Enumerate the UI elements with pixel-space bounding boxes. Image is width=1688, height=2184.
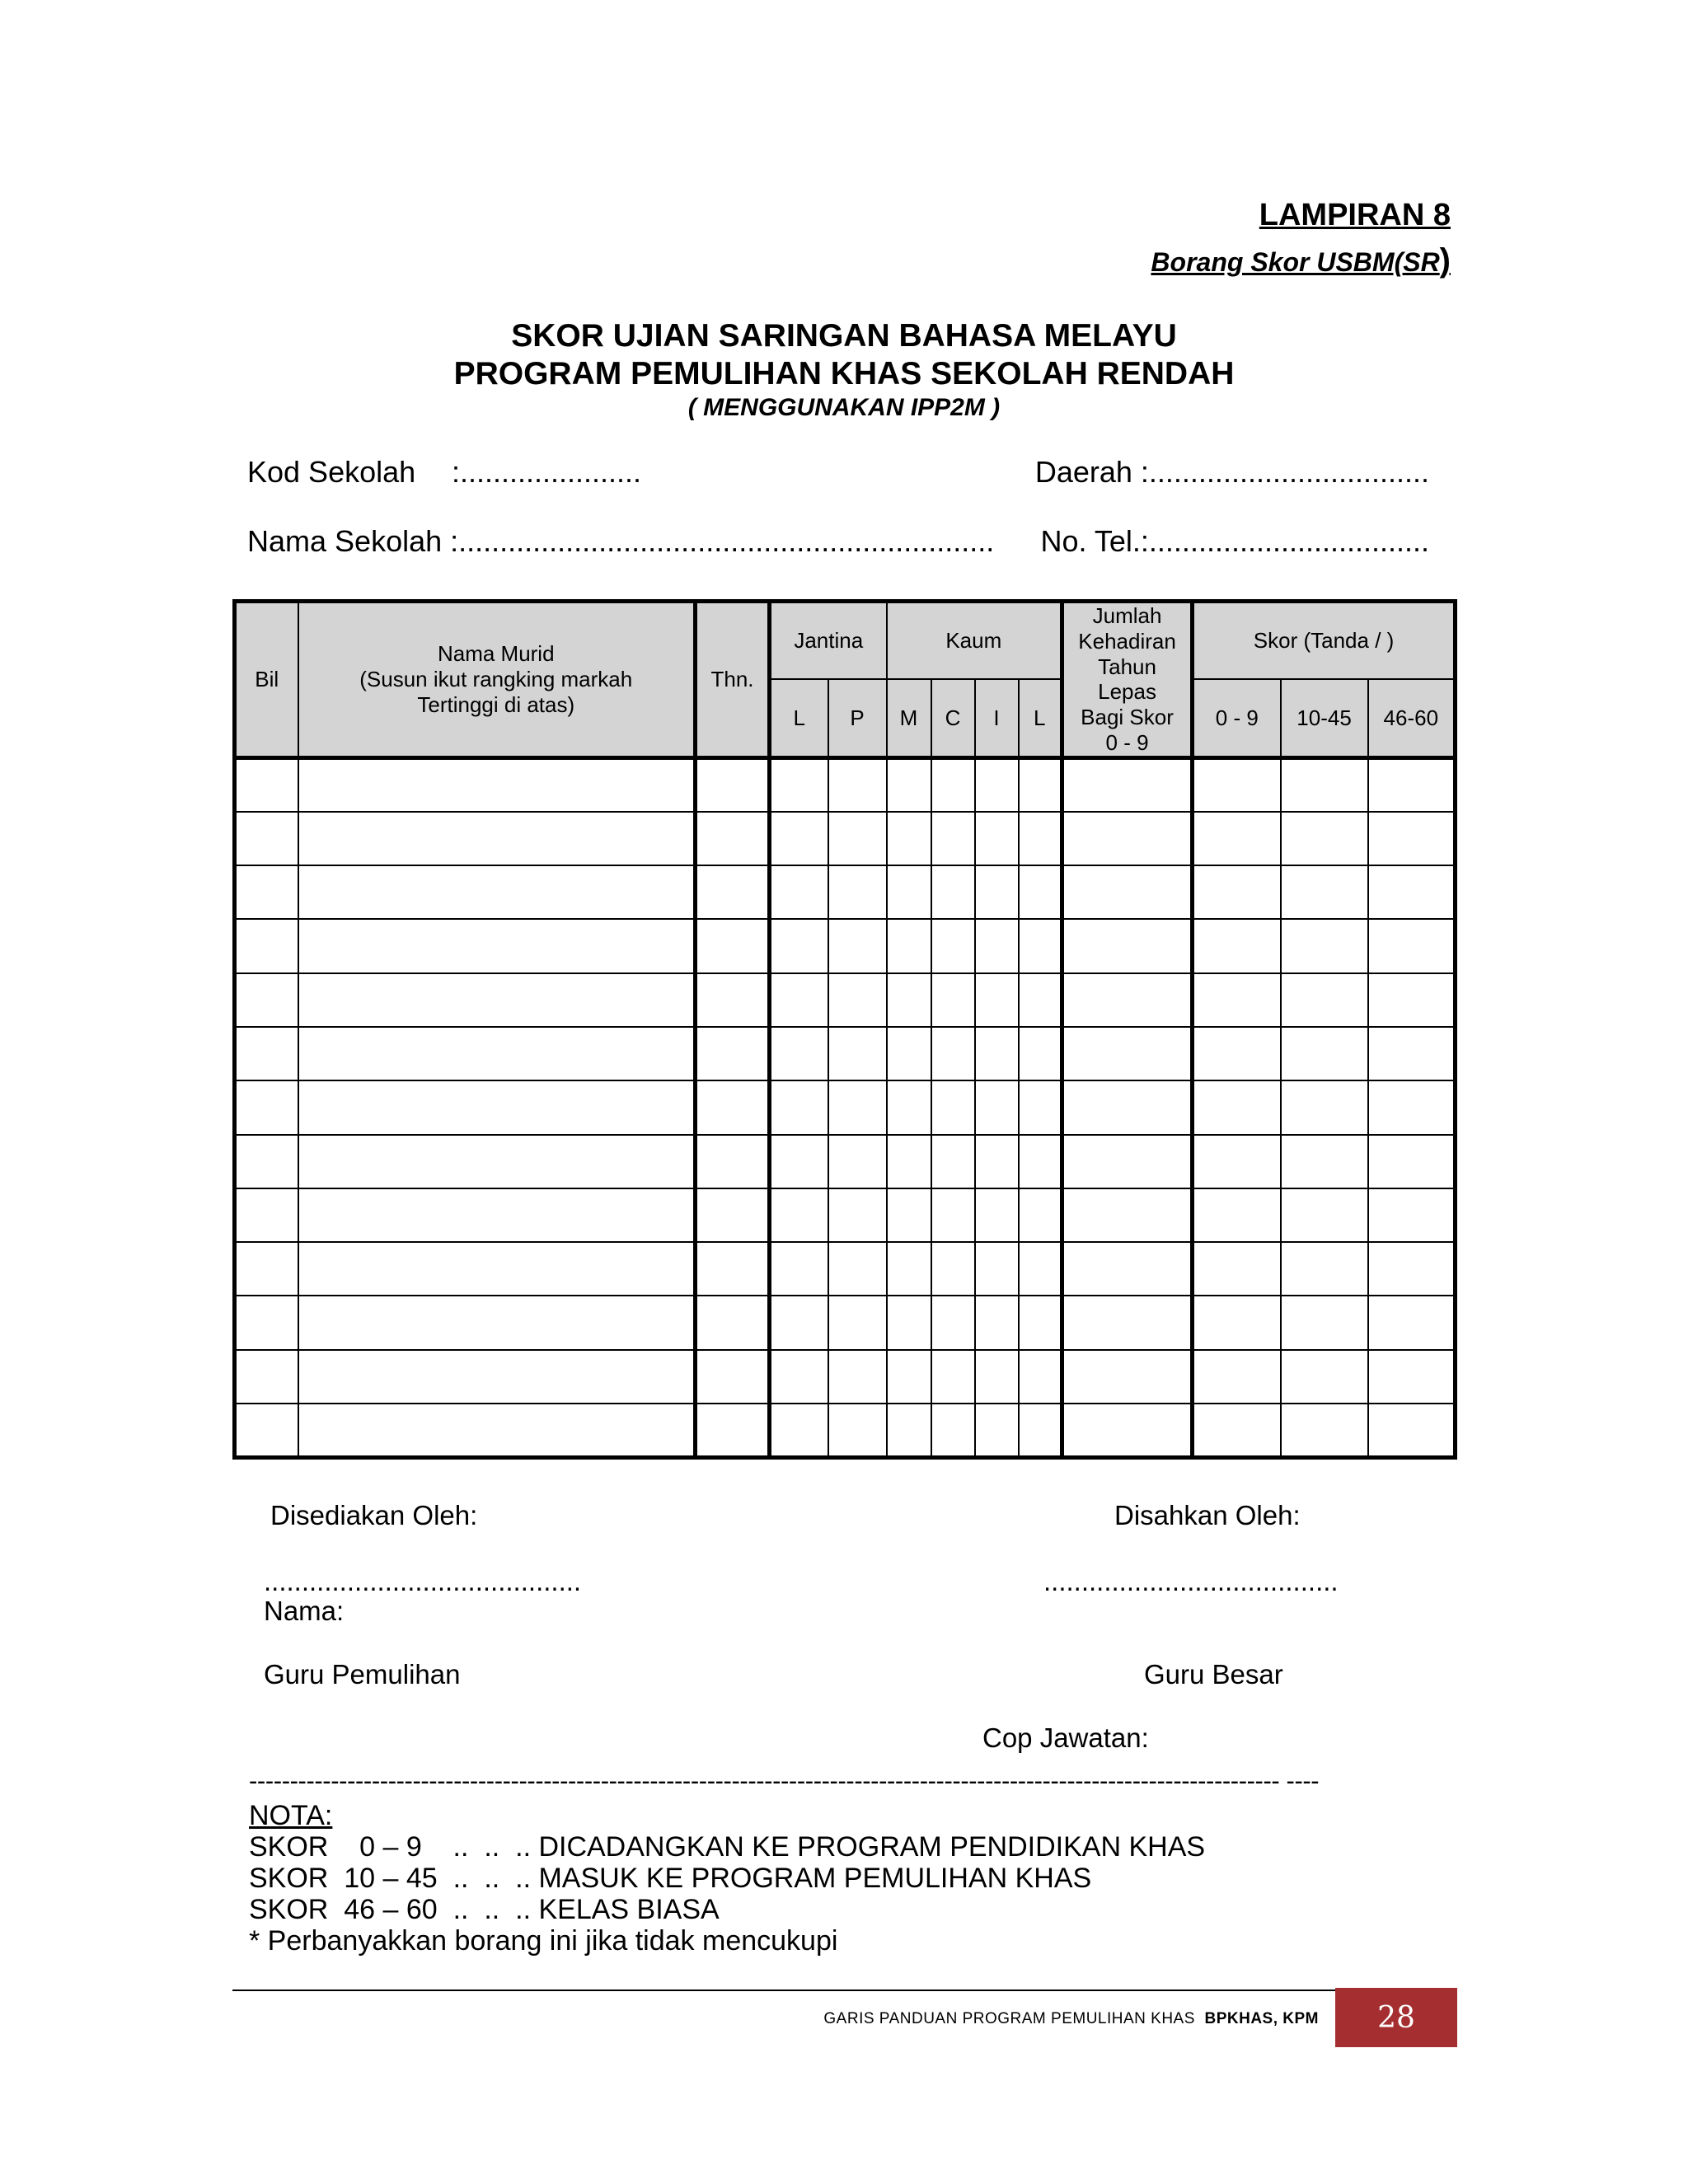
table-cell[interactable]: [1281, 757, 1368, 811]
table-row: [235, 865, 1456, 919]
title-line-2: PROGRAM PEMULIHAN KHAS SEKOLAH RENDAH: [453, 356, 1235, 391]
table-cell[interactable]: [931, 1080, 975, 1134]
form-name-paren: ): [1439, 242, 1451, 279]
table-cell[interactable]: [931, 757, 975, 811]
table-cell[interactable]: [1019, 1135, 1062, 1188]
table-cell[interactable]: [1193, 973, 1281, 1027]
col-bil: Bil: [235, 602, 298, 758]
table-cell[interactable]: [235, 1135, 298, 1188]
disahkan-label: Disahkan Oleh:: [1114, 1500, 1301, 1530]
table-row: [235, 1404, 1456, 1458]
table-cell[interactable]: [887, 1404, 931, 1458]
table-cell[interactable]: [770, 1080, 828, 1134]
table-cell[interactable]: [235, 1080, 298, 1134]
table-cell[interactable]: [828, 865, 887, 919]
table-cell[interactable]: [696, 1188, 770, 1242]
table-row: [235, 1296, 1456, 1349]
table-cell[interactable]: [1281, 1296, 1368, 1349]
table-cell[interactable]: [1193, 1296, 1281, 1349]
table-cell[interactable]: [235, 1404, 298, 1458]
table-cell[interactable]: [1193, 1404, 1281, 1458]
table-cell[interactable]: [931, 1404, 975, 1458]
table-cell[interactable]: [931, 1350, 975, 1404]
guru-besar-label: Guru Besar: [1144, 1659, 1283, 1690]
table-cell[interactable]: [887, 919, 931, 972]
table-cell[interactable]: [828, 919, 887, 972]
table-cell[interactable]: [1062, 757, 1193, 811]
table-row: [235, 919, 1456, 972]
table-cell[interactable]: [235, 757, 298, 811]
table-cell[interactable]: [887, 1242, 931, 1296]
table-cell[interactable]: [975, 1296, 1019, 1349]
table-cell[interactable]: [696, 919, 770, 972]
table-cell[interactable]: [1368, 1242, 1456, 1296]
table-cell[interactable]: [1019, 1188, 1062, 1242]
title-subtitle: ( MENGGUNAKAN IPP2M ): [687, 394, 1001, 421]
table-cell[interactable]: [235, 865, 298, 919]
table-cell[interactable]: [828, 1135, 887, 1188]
table-cell[interactable]: [696, 812, 770, 865]
table-cell[interactable]: [931, 865, 975, 919]
col-kaum: Kaum: [887, 602, 1062, 680]
table-cell[interactable]: [770, 1296, 828, 1349]
table-cell[interactable]: [1019, 1296, 1062, 1349]
score-table: [232, 599, 1457, 1460]
table-cell[interactable]: [1368, 865, 1456, 919]
col-jantina-p: P: [828, 679, 887, 757]
table-cell[interactable]: [975, 1188, 1019, 1242]
table-cell[interactable]: [298, 757, 696, 811]
col-nama-murid: [298, 602, 696, 758]
table-cell[interactable]: [828, 1188, 887, 1242]
table-cell[interactable]: [235, 1350, 298, 1404]
table-cell[interactable]: [1062, 1027, 1193, 1080]
table-cell[interactable]: [931, 812, 975, 865]
table-row: [235, 812, 1456, 865]
table-cell[interactable]: [1368, 973, 1456, 1027]
table-cell[interactable]: [931, 1188, 975, 1242]
table-cell[interactable]: [696, 1027, 770, 1080]
table-cell[interactable]: [1368, 812, 1456, 865]
table-cell[interactable]: [298, 1242, 696, 1296]
table-cell[interactable]: [1368, 919, 1456, 972]
table-cell[interactable]: [298, 1188, 696, 1242]
table-cell[interactable]: [1062, 1350, 1193, 1404]
table-cell[interactable]: [298, 1080, 696, 1134]
table-cell[interactable]: [696, 1404, 770, 1458]
col-skor-0-9: 0 - 9: [1193, 679, 1281, 757]
table-cell[interactable]: [1368, 1080, 1456, 1134]
table-cell[interactable]: [1019, 973, 1062, 1027]
table-cell[interactable]: [770, 919, 828, 972]
col-kaum-l: L: [1019, 679, 1062, 757]
table-cell[interactable]: [298, 973, 696, 1027]
footer-org: BPKHAS, KPM: [1204, 2010, 1319, 2027]
table-cell[interactable]: [975, 1135, 1019, 1188]
table-cell[interactable]: [1193, 757, 1281, 811]
table-cell[interactable]: [887, 1296, 931, 1349]
table-cell[interactable]: [1062, 865, 1193, 919]
table-cell[interactable]: [931, 1296, 975, 1349]
signature-line-right[interactable]: .......................................: [1043, 1566, 1339, 1596]
col-kaum-i: I: [975, 679, 1019, 757]
table-cell[interactable]: [828, 1350, 887, 1404]
table-cell[interactable]: [235, 1027, 298, 1080]
table-cell[interactable]: [931, 973, 975, 1027]
appendix-label: LAMPIRAN 8: [1259, 198, 1451, 232]
table-cell[interactable]: [828, 1080, 887, 1134]
form-name: [1151, 242, 1451, 279]
table-cell[interactable]: [1368, 1350, 1456, 1404]
table-cell[interactable]: [975, 919, 1019, 972]
table-cell[interactable]: [887, 1027, 931, 1080]
table-cell[interactable]: [770, 812, 828, 865]
table-cell[interactable]: [1062, 812, 1193, 865]
table-cell[interactable]: [1368, 1404, 1456, 1458]
table-row: [235, 1188, 1456, 1242]
table-cell[interactable]: [1281, 1080, 1368, 1134]
table-cell[interactable]: [770, 1188, 828, 1242]
table-cell[interactable]: [975, 812, 1019, 865]
guru-pemulihan-label: Guru Pemulihan: [264, 1659, 461, 1690]
table-cell[interactable]: [1368, 1296, 1456, 1349]
table-cell[interactable]: [770, 1404, 828, 1458]
no-tel-field[interactable]: No. Tel.:..................................: [1040, 524, 1429, 558]
table-cell[interactable]: [828, 1027, 887, 1080]
table-cell[interactable]: [696, 973, 770, 1027]
table-cell[interactable]: [828, 757, 887, 811]
col-kaum-c: C: [931, 679, 975, 757]
table-row: [235, 1027, 1456, 1080]
table-cell[interactable]: [931, 1135, 975, 1188]
table-cell[interactable]: [1281, 865, 1368, 919]
table-cell[interactable]: [298, 919, 696, 972]
table-cell[interactable]: [1019, 919, 1062, 972]
table-cell[interactable]: [696, 1242, 770, 1296]
table-cell[interactable]: [1193, 1242, 1281, 1296]
table-cell[interactable]: [1281, 1404, 1368, 1458]
table-cell[interactable]: [828, 1404, 887, 1458]
table-cell[interactable]: [1281, 919, 1368, 972]
dashed-divider: ------------------------------------------------------------------------------------------------------------------------------ ----: [249, 1766, 1320, 1795]
table-cell[interactable]: [828, 812, 887, 865]
table-row: [235, 973, 1456, 1027]
table-cell[interactable]: [1062, 1296, 1193, 1349]
cop-jawatan-label: Cop Jawatan:: [982, 1722, 1149, 1753]
table-cell[interactable]: [1019, 1027, 1062, 1080]
table-cell[interactable]: [1193, 812, 1281, 865]
table-cell[interactable]: [1193, 1188, 1281, 1242]
table-cell[interactable]: [1062, 1080, 1193, 1134]
table-cell[interactable]: [1062, 1404, 1193, 1458]
table-row: [235, 1080, 1456, 1134]
table-cell[interactable]: [235, 1188, 298, 1242]
table-cell[interactable]: [235, 812, 298, 865]
table-cell[interactable]: [1019, 865, 1062, 919]
table-cell[interactable]: [931, 1027, 975, 1080]
form-name-text: Borang Skor USBM(SR: [1151, 247, 1440, 277]
table-cell[interactable]: [298, 1135, 696, 1188]
table-cell[interactable]: [1062, 973, 1193, 1027]
table-cell[interactable]: [1019, 1350, 1062, 1404]
table-cell[interactable]: [1368, 1188, 1456, 1242]
table-cell[interactable]: [975, 1404, 1019, 1458]
table-cell[interactable]: [1368, 757, 1456, 811]
table-cell[interactable]: [1193, 1135, 1281, 1188]
col-skor-46-60: 46-60: [1368, 679, 1456, 757]
table-cell[interactable]: [696, 1296, 770, 1349]
table-cell[interactable]: [1019, 1080, 1062, 1134]
table-cell[interactable]: [828, 1296, 887, 1349]
col-nama-murid-note-1: (Susun ikut rangking markah: [359, 667, 633, 692]
footer-doc-title: GARIS PANDUAN PROGRAM PEMULIHAN KHAS: [823, 2010, 1195, 2027]
table-cell[interactable]: [298, 865, 696, 919]
table-row: [235, 1135, 1456, 1188]
table-cell[interactable]: [975, 757, 1019, 811]
kehadiran-line: Tahun: [1098, 654, 1156, 679]
kehadiran-line: Jumlah: [1092, 603, 1162, 629]
table-cell[interactable]: [696, 757, 770, 811]
nota-line-4: * Perbanyakkan borang ini jika tidak mencukupi: [249, 1925, 838, 1957]
table-cell[interactable]: [1281, 1242, 1368, 1296]
table-cell[interactable]: [770, 1242, 828, 1296]
nota-line-2: SKOR 10 – 45 .. .. .. MASUK KE PROGRAM PEMULIHAN KHAS: [249, 1863, 1092, 1894]
table-cell[interactable]: [1019, 1242, 1062, 1296]
table-cell[interactable]: [975, 865, 1019, 919]
daerah-field[interactable]: Daerah :..................................: [1034, 455, 1429, 489]
table-cell[interactable]: [887, 973, 931, 1027]
table-cell[interactable]: [1062, 919, 1193, 972]
table-cell[interactable]: [1281, 1350, 1368, 1404]
table-cell[interactable]: [931, 1242, 975, 1296]
table-row: [235, 757, 1456, 811]
table-cell[interactable]: [887, 1080, 931, 1134]
table-cell[interactable]: [1281, 973, 1368, 1027]
table-cell[interactable]: [770, 1027, 828, 1080]
title-line-1: SKOR UJIAN SARINGAN BAHASA MELAYU: [511, 318, 1177, 354]
kod-sekolah-field[interactable]: :......................: [452, 455, 642, 489]
table-row: [235, 1242, 1456, 1296]
kehadiran-line: 0 - 9: [1105, 729, 1149, 755]
table-cell[interactable]: [1019, 812, 1062, 865]
table-cell[interactable]: [887, 757, 931, 811]
table-cell[interactable]: [887, 1188, 931, 1242]
table-cell[interactable]: [1193, 1080, 1281, 1134]
table-cell[interactable]: [1062, 1188, 1193, 1242]
table-cell[interactable]: [1281, 1135, 1368, 1188]
table-cell[interactable]: [1193, 1027, 1281, 1080]
table-cell[interactable]: [828, 973, 887, 1027]
table-cell[interactable]: [1193, 919, 1281, 972]
table-cell[interactable]: [975, 1080, 1019, 1134]
col-nama-murid-label: Nama Murid: [437, 641, 555, 667]
table-cell[interactable]: [770, 865, 828, 919]
table-cell[interactable]: [887, 865, 931, 919]
kehadiran-line: Kehadiran: [1078, 629, 1176, 654]
nama-label: Nama:: [264, 1596, 345, 1626]
col-skor: Skor (Tanda / ): [1193, 602, 1456, 680]
table-cell[interactable]: [696, 1350, 770, 1404]
footer-rule: [232, 1990, 1335, 1991]
table-cell[interactable]: [1193, 1350, 1281, 1404]
col-jantina-l: L: [770, 679, 828, 757]
table-cell[interactable]: [1062, 1135, 1193, 1188]
table-cell[interactable]: [696, 1135, 770, 1188]
table-cell[interactable]: [975, 1242, 1019, 1296]
nama-sekolah-field[interactable]: Nama Sekolah :.................................................................: [247, 524, 995, 558]
table-cell[interactable]: [770, 973, 828, 1027]
table-cell[interactable]: [975, 1027, 1019, 1080]
table-cell[interactable]: [1368, 1135, 1456, 1188]
table-cell[interactable]: [298, 1350, 696, 1404]
table-cell[interactable]: [828, 1242, 887, 1296]
table-row: [235, 1350, 1456, 1404]
kehadiran-line: Lepas: [1098, 679, 1156, 705]
page-number: 28: [1335, 1988, 1457, 2047]
table-cell[interactable]: [1019, 1404, 1062, 1458]
footer-text: [823, 2010, 1319, 2028]
table-cell[interactable]: [1062, 1242, 1193, 1296]
table-cell[interactable]: [235, 973, 298, 1027]
col-kehadiran: [1062, 602, 1193, 758]
table-cell[interactable]: [1019, 757, 1062, 811]
table-cell[interactable]: [235, 1242, 298, 1296]
table-cell[interactable]: [1193, 865, 1281, 919]
table-cell[interactable]: [1281, 1027, 1368, 1080]
table-cell[interactable]: [887, 1135, 931, 1188]
table-cell[interactable]: [975, 973, 1019, 1027]
kehadiran-line: Bagi Skor: [1081, 705, 1174, 730]
table-cell[interactable]: [696, 865, 770, 919]
table-cell[interactable]: [1281, 1188, 1368, 1242]
table-cell[interactable]: [235, 919, 298, 972]
table-cell[interactable]: [887, 1350, 931, 1404]
col-kaum-m: M: [887, 679, 931, 757]
table-cell[interactable]: [770, 757, 828, 811]
table-cell[interactable]: [770, 1350, 828, 1404]
table-cell[interactable]: [298, 1404, 696, 1458]
nota-heading: NOTA:: [249, 1800, 333, 1831]
col-skor-10-45: 10-45: [1281, 679, 1368, 757]
col-thn: Thn.: [696, 602, 770, 758]
col-jantina: Jantina: [770, 602, 887, 680]
table-cell[interactable]: [298, 1296, 696, 1349]
signature-line-left[interactable]: ..........................................: [264, 1566, 582, 1596]
table-cell[interactable]: [975, 1350, 1019, 1404]
table-cell[interactable]: [298, 1027, 696, 1080]
table-cell[interactable]: [887, 812, 931, 865]
nota-line-3: SKOR 46 – 60 .. .. .. KELAS BIASA: [249, 1894, 720, 1925]
table-cell[interactable]: [1281, 812, 1368, 865]
table-cell[interactable]: [931, 919, 975, 972]
table-cell[interactable]: [298, 812, 696, 865]
table-cell[interactable]: [235, 1296, 298, 1349]
table-cell[interactable]: [696, 1080, 770, 1134]
table-cell[interactable]: [1368, 1027, 1456, 1080]
kod-sekolah-label: Kod Sekolah: [247, 455, 416, 489]
disediakan-label: Disediakan Oleh:: [270, 1500, 478, 1530]
nota-line-1: SKOR 0 – 9 .. .. .. DICADANGKAN KE PROGRAM PENDIDIKAN KHAS: [249, 1831, 1206, 1863]
table-cell[interactable]: [770, 1135, 828, 1188]
col-nama-murid-note-2: Tertinggi di atas): [417, 691, 575, 717]
